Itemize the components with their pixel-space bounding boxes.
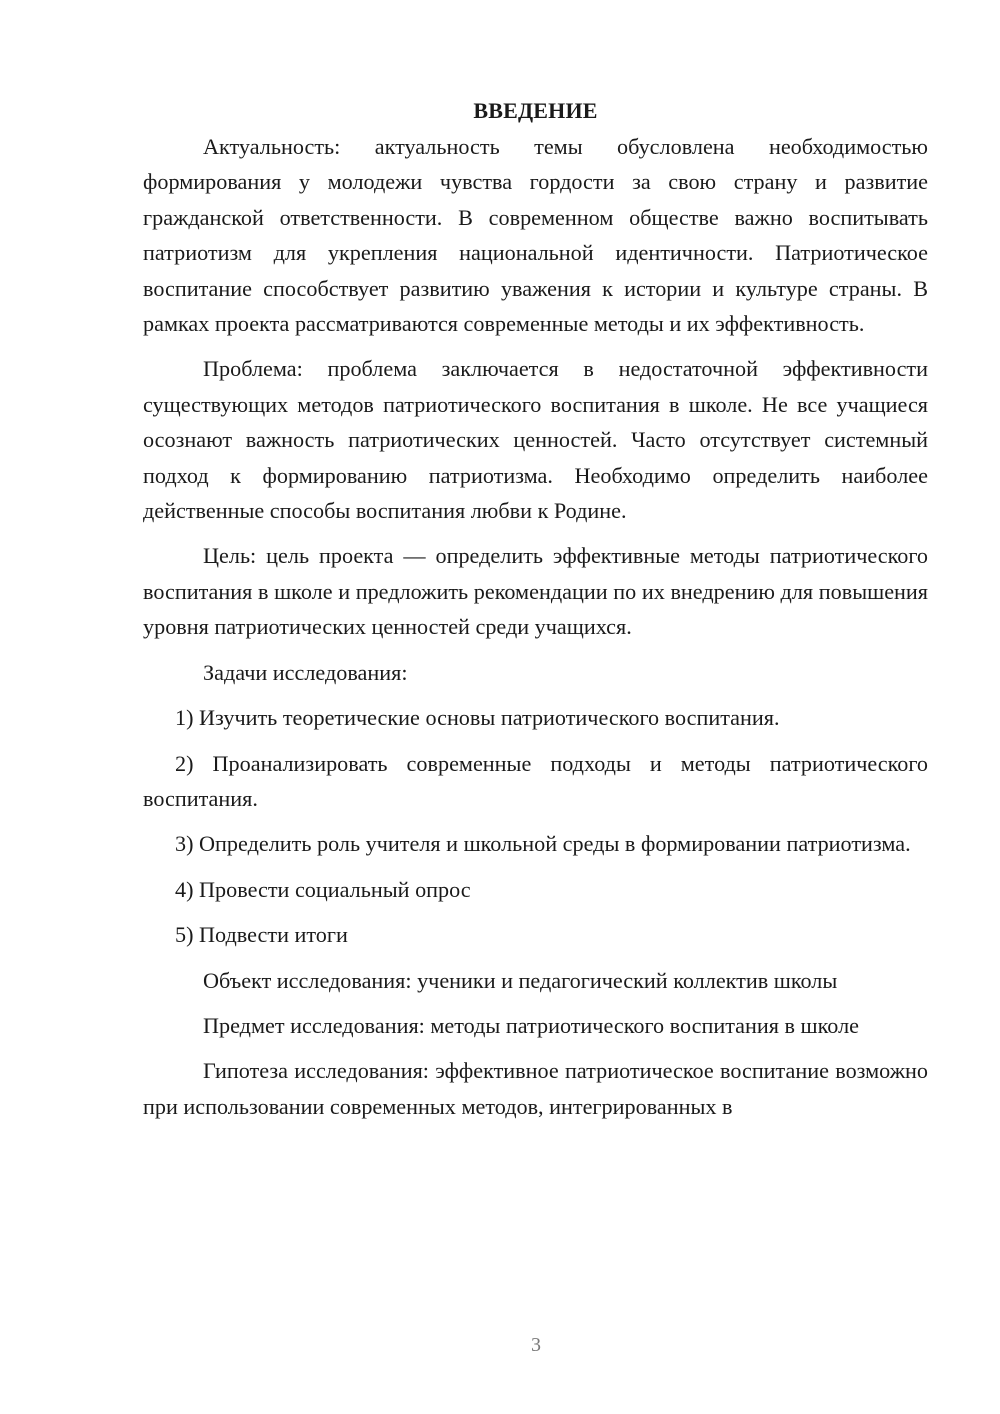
relevance-paragraph: Актуальность: актуальность темы обусловлена необходимостью формирования у молодежи чувства гордости за свою страну и развитие гражданской ответственности. В современном обществе важно воспитывать патриотизм для укрепления национальной идентичности. Патриотическое воспитание способствует развитию уважения к истории и культуре страны. В рамках проекта рассматриваются современные методы и их эффективность. — [143, 134, 928, 337]
task-item-5: 5) Подвести итоги — [175, 922, 348, 948]
task-item-1: 1) Изучить теоретические основы патриотического воспитания. — [175, 705, 780, 731]
problem-paragraph: Проблема: проблема заключается в недостаточной эффективности существующих методов патриотического воспитания в школе. Не все учащиеся осознают важность патриотических ценностей. Часто отсутствует системный подход к формированию патриотизма. Необходимо определить наиболее действенные способы воспитания любви к Родине. — [143, 356, 928, 524]
task-item-4: 4) Провести социальный опрос — [175, 876, 471, 902]
object-paragraph: Объект исследования: ученики и педагогический коллектив школы — [203, 967, 838, 993]
page-number: 3 — [531, 1334, 541, 1356]
page-content — [143, 93, 928, 1124]
task-item-3: 3) Определить роль учителя и школьной среды в формировании патриотизма. — [175, 831, 911, 857]
goal-paragraph: Цель: цель проекта — определить эффективные методы патриотического воспитания в школе и предложить рекомендации по их внедрению для повышения уровня патриотических ценностей среди учащихся. — [143, 543, 928, 640]
subject-paragraph: Предмет исследования: методы патриотического воспитания в школе — [203, 1012, 860, 1038]
hypothesis-paragraph: Гипотеза исследования: эффективное патриотическое воспитание возможно при использовании современных методов, интегрированных в — [143, 1058, 928, 1119]
task-item-2: 2) Проанализировать современные подходы и методы патриотического воспитания. — [143, 750, 928, 811]
section-title: ВВЕДЕНИЕ — [473, 98, 598, 123]
tasks-heading: Задачи исследования: — [203, 659, 408, 685]
